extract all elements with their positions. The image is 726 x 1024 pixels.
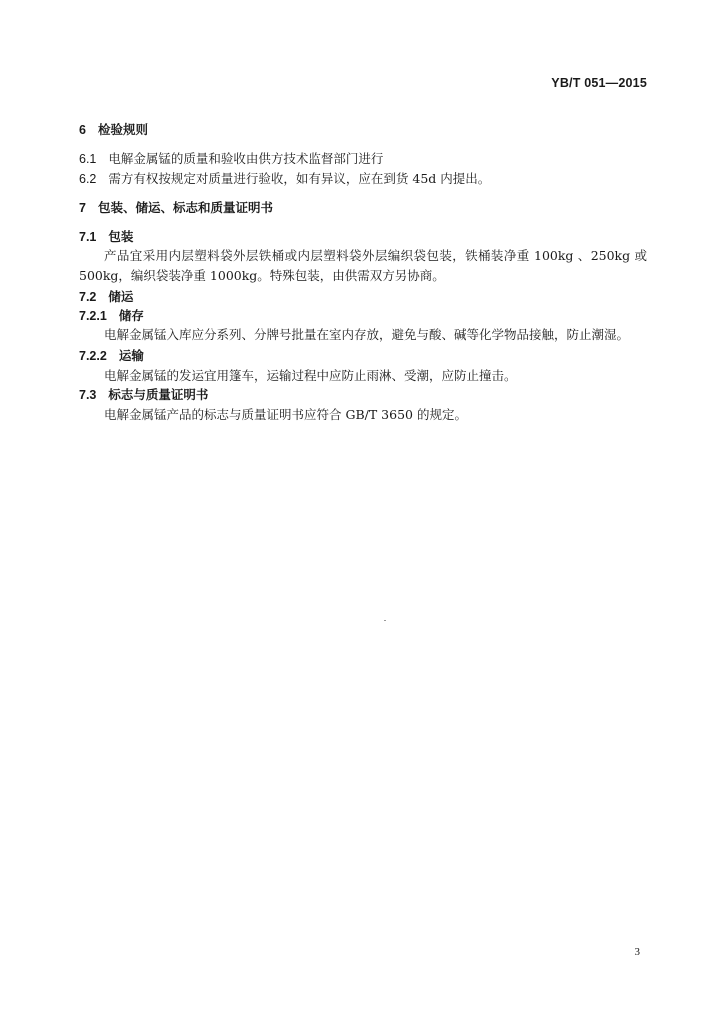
standard-code: YB/T 051—2015 xyxy=(551,76,647,90)
clause-6-2 xyxy=(79,169,647,189)
clause-title: 储运 xyxy=(108,289,134,304)
clause-text: 电解金属锰的质量和验收由供方技术监督部门进行 xyxy=(108,151,384,166)
clause-7-1-heading xyxy=(79,227,647,247)
clause-7-1-body: 产品宜采用内层塑料袋外层铁桶或内层塑料袋外层编织袋包装，铁桶装净重 100kg 、250kg 或 500kg，编织袋装净重 1000kg。特殊包装，由供需双方另协商。 xyxy=(79,248,647,283)
clause-number: 6.1 xyxy=(79,152,97,166)
clause-number: 7.2 xyxy=(79,290,97,304)
clause-7-2-1-body: 电解金属锰入库应分系列、分牌号批量在室内存放，避免与酸、碱等化学物品接触，防止潮湿。 xyxy=(104,327,630,342)
clause-number: 7.2.1 xyxy=(79,309,107,323)
section-title: 包装、储运、标志和质量证明书 xyxy=(97,200,273,215)
clause-number: 7.2.2 xyxy=(79,349,107,363)
clause-number: 7.3 xyxy=(79,388,97,402)
page-number: 3 xyxy=(634,946,640,958)
clause-title: 运输 xyxy=(118,348,144,363)
clause-7-3-body: 电解金属锰产品的标志与质量证明书应符合 GB/T 3650 的规定。 xyxy=(104,407,467,422)
clause-number: 6.2 xyxy=(79,172,97,186)
section-number: 6 xyxy=(79,123,86,137)
section-title: 检验规则 xyxy=(97,122,148,137)
clause-title: 包装 xyxy=(108,229,134,244)
clause-text: 需方有权按规定对质量进行验收，如有异议，应在到货 45d 内提出。 xyxy=(108,171,491,186)
section-number: 7 xyxy=(79,201,86,215)
clause-title: 储存 xyxy=(118,308,144,323)
clause-number: 7.1 xyxy=(79,230,97,244)
clause-title: 标志与质量证明书 xyxy=(108,387,209,402)
clause-7-2-2-heading xyxy=(79,346,647,366)
clause-7-2-2-body: 电解金属锰的发运宜用篷车，运输过程中应防止雨淋、受潮，应防止撞击。 xyxy=(104,368,517,383)
section-7-heading xyxy=(79,198,647,218)
section-6-heading xyxy=(79,120,647,140)
clause-7-2-1-heading xyxy=(79,306,647,326)
scan-speck xyxy=(384,620,386,621)
clause-7-2-heading xyxy=(79,287,647,307)
clause-7-3-heading xyxy=(79,385,647,405)
clause-6-1 xyxy=(79,149,647,169)
